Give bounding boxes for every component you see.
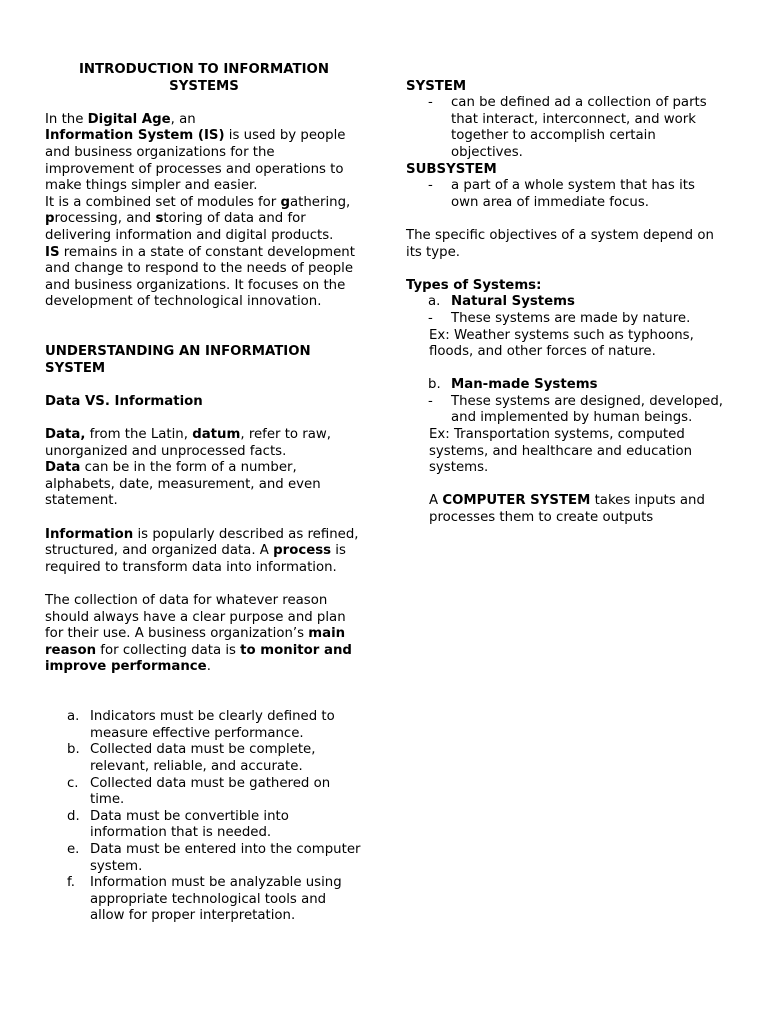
modules-paragraph [45,195,363,245]
bold-text: process [273,543,332,559]
list-item-text: Indicators must be clearly defined to measure effective performance. [90,709,335,741]
natural-systems-desc: These systems are made by nature. [451,310,691,326]
manmade-systems-label: Man-made Systems [451,377,598,393]
list-item-text: Information must be analyzable using appropriate technological tools and allow for proper interpretation. [90,875,342,924]
text-run: takes inputs and processes them to create outputs [429,493,705,526]
understanding-heading: UNDERSTANDING AN INFORMATION SYSTEM [45,344,311,376]
data-definition [45,427,363,460]
bold-text: s [155,211,164,227]
text-run: The collection of data for whatever reason should always have a clear purpose and plan for their use. A business organization’s [45,593,346,642]
list-item [67,842,363,875]
natural-systems-desc-item [406,311,724,328]
text-run: rocessing, and [54,211,156,227]
bold-text: IS [45,244,60,260]
dash-bullet: - [428,178,433,194]
objectives-paragraph: The specific objectives of a system depend on its type. [406,227,714,260]
text-run: is used by people and business organizations for the improvement of processes and operations to make things simpler and easier. [45,128,346,194]
list-marker: d. [67,808,80,824]
bold-text: Data [45,460,81,476]
text-run: remains in a state of constant development and change to respond to the needs of people and business organizations. It focuses on the development of technological innovation. [45,244,355,310]
list-item-text: Collected data must be gathered on time. [90,775,331,808]
information-definition [45,527,363,577]
text-run: athering, [290,194,351,210]
system-heading: SYSTEM [406,78,467,94]
data-vs-information-heading: Data VS. Information [45,393,203,409]
list-marker: c. [67,775,79,791]
bold-text: p [45,211,55,227]
manmade-systems-item [406,377,724,394]
bold-text: Information [45,526,134,542]
natural-systems-label: Natural Systems [451,294,575,310]
text-run: A [429,493,443,509]
list-marker: e. [67,841,80,857]
bold-text: Data, [45,427,86,443]
bold-text: to monitor and improve performance [45,642,352,675]
list-marker: f. [67,875,75,891]
list-marker: b. [428,377,441,393]
bold-text: COMPUTER SYSTEM [442,493,591,509]
requirements-list [45,709,363,925]
intro-line [45,112,363,129]
bold-text: main reason [45,626,346,658]
text-run: toring of data and for delivering information and digital products. [45,211,334,243]
is-state-paragraph [45,245,363,311]
document-title: INTRODUCTION TO INFORMATION SYSTEMS [78,62,329,94]
bold-text: datum [192,427,241,443]
text-run: is required to transform data into information. [45,543,346,575]
dash-bullet: - [428,393,433,409]
bold-text: Information System (IS) [45,128,225,144]
collection-paragraph [45,593,363,676]
text-run: , an [170,111,196,127]
left-column [45,62,363,925]
natural-systems-example: Ex: Weather systems such as typhoons, floods, and other forces of nature. [429,327,694,360]
text-run: It is a combined set of modules for [45,194,281,210]
list-item [67,809,363,842]
list-item [67,742,363,775]
manmade-systems-example: Ex: Transportation systems, computed systems, and healthcare and education systems. [429,427,693,476]
computer-system-paragraph [406,493,724,526]
text-run: from the Latin, [85,427,193,443]
intro-paragraph [45,128,363,194]
bold-text: Digital Age [87,111,171,127]
text-run: , refer to raw, unorganized and unprocessed facts. [45,427,332,459]
dash-bullet: - [428,95,433,111]
text-run: can be in the form of a number, alphabets, date, measurement, and even statement. [45,460,321,509]
list-item [67,709,363,742]
subsystem-heading: SUBSYSTEM [406,161,497,177]
list-marker: a. [67,709,80,725]
manmade-systems-desc: These systems are designed, developed, and implemented by human beings. [451,393,723,426]
list-item-text: Data must be entered into the computer system. [90,841,361,874]
text-run: for collecting data is [96,642,241,658]
system-definition: can be defined ad a collection of parts that interact, interconnect, and work together to accomplish certain objectives. [451,95,707,160]
text-run: . [206,659,211,675]
natural-systems-item [406,294,724,311]
manmade-systems-desc-item [406,394,724,427]
right-column [406,62,724,527]
list-item-text: Data must be convertible into information that is needed. [90,808,289,841]
subsystem-definition-item [406,178,724,211]
data-forms [45,460,363,510]
types-heading: Types of Systems: [406,277,542,293]
list-marker: a. [428,294,441,310]
list-marker: b. [67,742,80,758]
subsystem-definition: a part of a whole system that has its own area of immediate focus. [451,178,695,210]
list-item [67,776,363,809]
list-item-text: Collected data must be complete, relevant, reliable, and accurate. [90,742,316,774]
list-item [67,875,363,925]
dash-bullet: - [428,310,433,326]
system-definition-item [406,95,724,161]
text-run: is popularly described as refined, structured, and organized data. A [45,526,359,559]
text-run: In the [45,111,88,127]
bold-text: g [280,194,291,210]
